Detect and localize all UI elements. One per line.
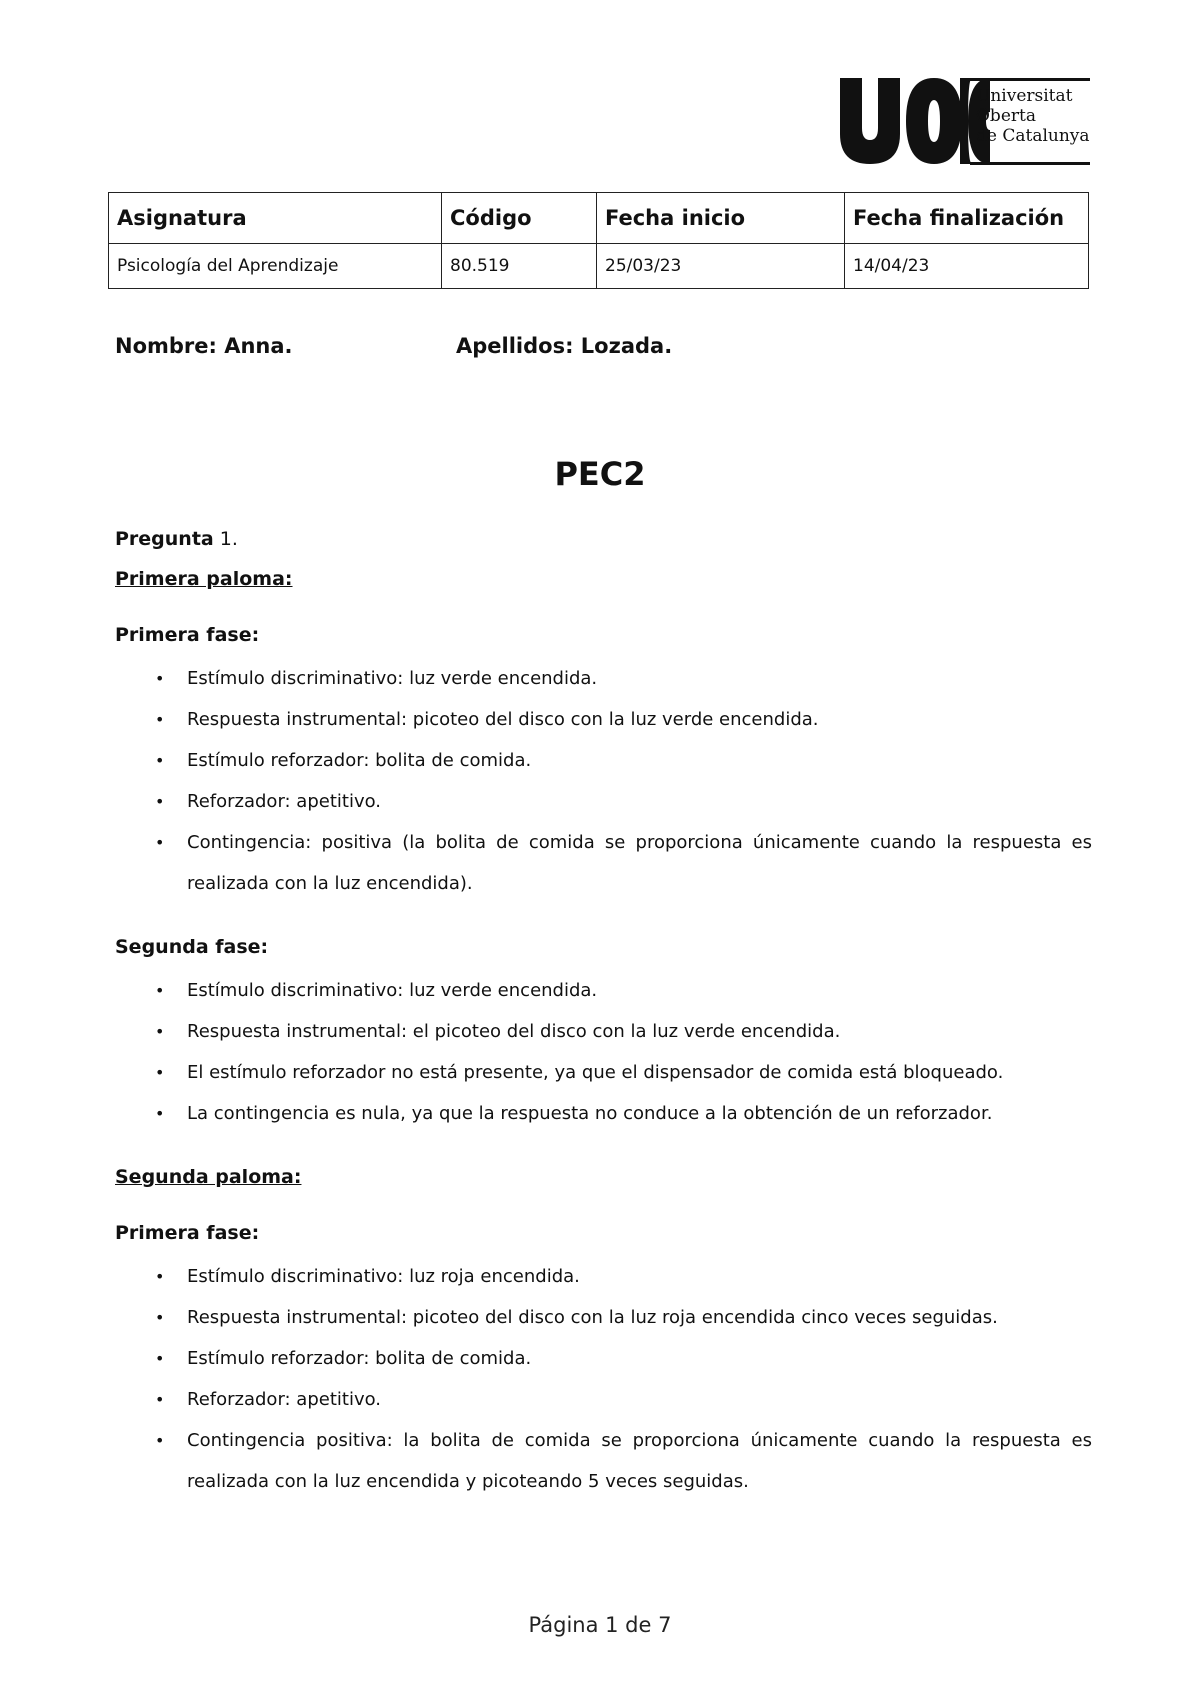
section-heading-paloma-2: Segunda paloma: [115, 1166, 302, 1188]
list-item [115, 1256, 1092, 1297]
question-label [115, 526, 1092, 552]
bullet-icon: • [155, 669, 165, 688]
cell-codigo: 80.519 [442, 244, 597, 289]
bullet-icon: • [155, 1308, 165, 1327]
list-item-text: Estímulo discriminativo: luz verde encendida. [187, 668, 598, 689]
question-label-number: 1. [213, 528, 238, 550]
bullet-list [115, 658, 1092, 904]
list-item [115, 781, 1092, 822]
phase-heading: Primera fase: [115, 1222, 260, 1244]
logo-line-2: Oberta [976, 106, 1036, 126]
cell-asignatura: Psicología del Aprendizaje [109, 244, 442, 289]
table-header-row [109, 193, 1089, 244]
bullet-icon: • [155, 1390, 165, 1409]
list-item-text: La contingencia es nula, ya que la respuesta no conduce a la obtención de un reforzador. [187, 1103, 993, 1124]
list-item-text: El estímulo reforzador no está presente, ya que el dispensador de comida está bloqueado. [187, 1062, 1004, 1083]
list-item [115, 1093, 1092, 1134]
student-surname: Apellidos: Lozada. [456, 334, 673, 358]
bullet-icon: • [155, 1349, 165, 1368]
header-fecha-inicio: Fecha inicio [597, 193, 845, 244]
bullet-icon: • [155, 1063, 165, 1082]
list-item [115, 1052, 1092, 1093]
list-item [115, 658, 1092, 699]
section-heading-paloma-1: Primera paloma: [115, 568, 293, 590]
bullet-icon: • [155, 1431, 165, 1450]
list-item-text: Respuesta instrumental: picoteo del disco con la luz roja encendida cinco veces seguidas. [187, 1307, 998, 1328]
logo-line-1: Universitat [976, 86, 1073, 106]
logo-top-rule [970, 78, 1090, 81]
bullet-icon: • [155, 751, 165, 770]
logo-line-3: de Catalunya [976, 126, 1090, 146]
list-item-text: Contingencia: positiva (la bolita de comida se proporciona únicamente cuando la respuesta es realizada con la luz encendida). [187, 832, 1092, 894]
document-body [115, 526, 1092, 1502]
phase-heading: Primera fase: [115, 624, 260, 646]
uoc-logo-mark [840, 78, 990, 164]
list-item [115, 1379, 1092, 1420]
header-fecha-finalizacion: Fecha finalización [845, 193, 1089, 244]
list-item-text: Estímulo reforzador: bolita de comida. [187, 1348, 532, 1369]
cell-fecha-finalizacion: 14/04/23 [845, 244, 1089, 289]
list-item-text: Estímulo discriminativo: luz roja encendida. [187, 1266, 580, 1287]
logo-bottom-rule [970, 162, 1090, 165]
bullet-list [115, 970, 1092, 1134]
phase-heading: Segunda fase: [115, 936, 269, 958]
cell-fecha-inicio: 25/03/23 [597, 244, 845, 289]
document-title: PEC2 [554, 455, 646, 493]
list-item [115, 1297, 1092, 1338]
list-item [115, 740, 1092, 781]
list-item-text: Contingencia positiva: la bolita de comida se proporciona únicamente cuando la respuesta es realizada con la luz encendida y picoteando 5 veces seguidas. [187, 1430, 1092, 1492]
student-name: Nombre: Anna. [115, 334, 293, 358]
header-asignatura: Asignatura [109, 193, 442, 244]
bullet-list [115, 1256, 1092, 1502]
bullet-icon: • [155, 710, 165, 729]
list-item-text: Respuesta instrumental: el picoteo del disco con la luz verde encendida. [187, 1021, 841, 1042]
list-item [115, 699, 1092, 740]
bullet-icon: • [155, 1104, 165, 1123]
list-item [115, 822, 1092, 904]
bullet-icon: • [155, 792, 165, 811]
list-item-text: Reforzador: apetitivo. [187, 791, 382, 812]
table-row [109, 244, 1089, 289]
list-item [115, 1011, 1092, 1052]
list-item-text: Reforzador: apetitivo. [187, 1389, 382, 1410]
list-item-text: Estímulo discriminativo: luz verde encendida. [187, 980, 598, 1001]
bullet-icon: • [155, 833, 165, 852]
question-label-bold: Pregunta [115, 528, 214, 550]
uoc-logo [840, 78, 1090, 168]
list-item-text: Estímulo reforzador: bolita de comida. [187, 750, 532, 771]
list-item [115, 970, 1092, 1011]
page-number-footer: Página 1 de 7 [528, 1613, 672, 1637]
course-info-table [108, 192, 1089, 289]
bullet-icon: • [155, 981, 165, 1000]
list-item [115, 1338, 1092, 1379]
list-item [115, 1420, 1092, 1502]
bullet-icon: • [155, 1267, 165, 1286]
bullet-icon: • [155, 1022, 165, 1041]
header-codigo: Código [442, 193, 597, 244]
list-item-text: Respuesta instrumental: picoteo del disco con la luz verde encendida. [187, 709, 819, 730]
